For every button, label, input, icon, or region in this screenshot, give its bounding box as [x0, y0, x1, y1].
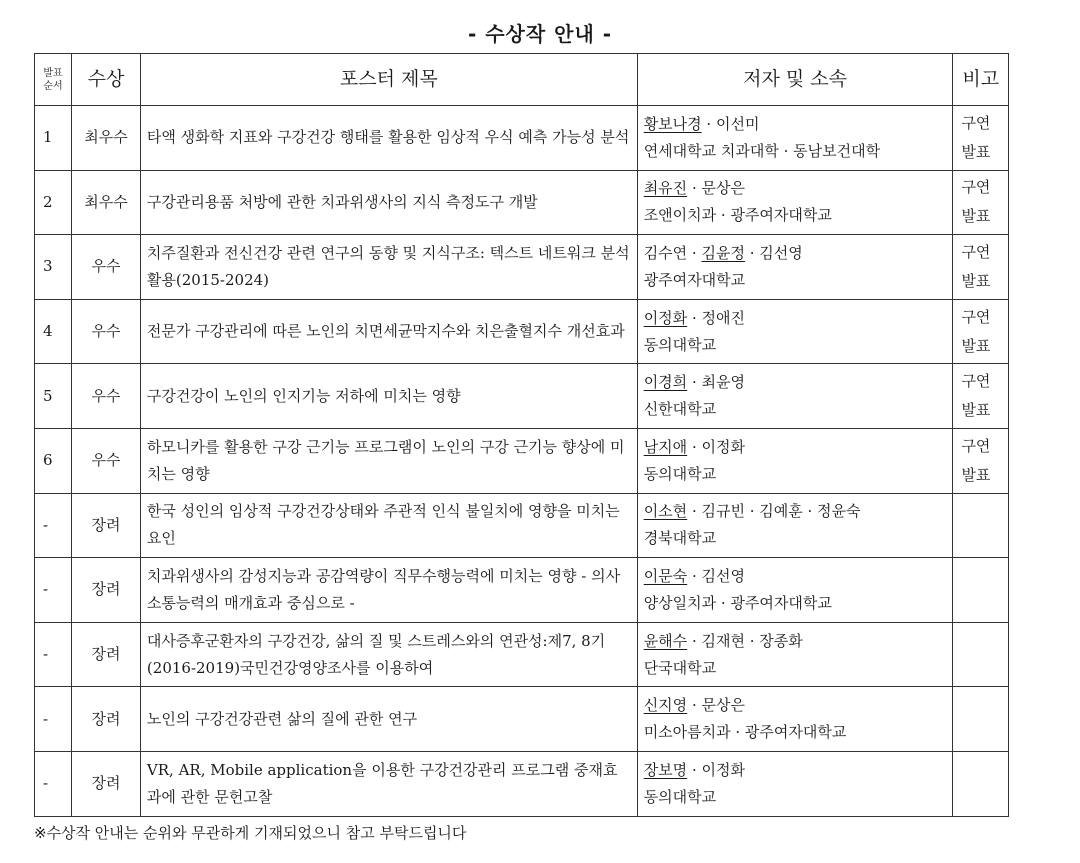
affiliation: 동의대학교 — [643, 464, 717, 483]
cell-author — [637, 558, 953, 623]
coauthors: · 최윤영 — [687, 373, 745, 392]
note-line2: 발표 — [961, 465, 991, 484]
poster-title-text: VR, AR, Mobile application을 이용한 구강건강관리 프로그램 중재효과에 관한 문헌고찰 — [146, 760, 618, 806]
author-line — [644, 563, 947, 590]
cell-order: - — [35, 622, 72, 687]
coauthors: · 이정화 — [687, 760, 745, 779]
cell-author — [637, 299, 953, 364]
header-order-line2: 순서 — [43, 80, 63, 92]
note-line2: 발표 — [961, 207, 991, 226]
cell-author — [637, 687, 953, 752]
cell-note — [953, 428, 1009, 493]
author-line — [644, 498, 947, 525]
poster-title-text: 대사증후군환자의 구강건강, 삶의 질 및 스트레스와의 연관성:제7, 8기(2016-2019)국민건강영양조사를 이용하여 — [146, 631, 606, 677]
affiliation: 신한대학교 — [643, 400, 717, 419]
author-line — [644, 240, 947, 267]
author-line — [644, 175, 947, 202]
coauthors: · 정애진 — [687, 308, 745, 327]
cell-poster-title — [140, 364, 637, 429]
table-row — [35, 493, 1009, 558]
poster-title-text: 타액 생화학 지표와 구강건강 행태를 활용한 임상적 우식 예측 가능성 분석 — [146, 128, 630, 147]
header-order-line1: 발표 — [43, 67, 63, 79]
poster-title-text: 한국 성인의 임상적 구강건강상태와 주관적 인식 불일치에 영향을 미치는 요인 — [146, 502, 620, 548]
cell-author — [637, 106, 953, 171]
coauthors: · 김선영 — [744, 243, 803, 262]
cell-order: 4 — [35, 299, 72, 364]
table-row — [35, 235, 1009, 300]
note-line1: 구연 — [961, 242, 991, 261]
cell-order: 3 — [35, 235, 72, 300]
cell-order: - — [35, 687, 72, 752]
coauthors: · 김선영 — [687, 566, 745, 585]
cell-note — [953, 170, 1009, 235]
presenter-name: 이경희 — [643, 373, 688, 392]
cell-author — [637, 622, 953, 687]
presenter-name: 최유진 — [643, 179, 688, 198]
cell-poster-title — [140, 751, 637, 816]
presenter-name: 신지영 — [643, 696, 688, 715]
cell-poster-title — [140, 493, 637, 558]
cell-author — [637, 493, 953, 558]
author-line — [644, 369, 947, 396]
cell-note — [953, 235, 1009, 300]
poster-title-text: 치과위생사의 감성지능과 공감역량이 직무수행능력에 미치는 영향 - 의사소통능력의 매개효과 중심으로 - — [146, 566, 621, 612]
note-line2: 발표 — [961, 336, 991, 355]
presenter-name: 이소현 — [643, 502, 688, 521]
table-row — [35, 751, 1009, 816]
affiliation: 조앤이치과 · 광주여자대학교 — [643, 206, 832, 225]
header-poster-title: 포스터 제목 — [140, 54, 637, 106]
cell-note — [953, 106, 1009, 171]
author-line — [644, 111, 947, 138]
note-line1: 구연 — [961, 436, 991, 455]
coauthors-before: 김수연 · — [643, 243, 702, 262]
cell-author — [637, 170, 953, 235]
note-line2: 발표 — [961, 401, 991, 420]
header-note: 비고 — [953, 54, 1009, 106]
poster-title-text: 전문가 구강관리에 따른 노인의 치면세균막지수와 치은출혈지수 개선효과 — [146, 322, 625, 341]
coauthors: · 김규빈 · 김예훈 · 정윤숙 — [687, 502, 861, 521]
table-row — [35, 428, 1009, 493]
table-body — [35, 106, 1009, 817]
page-title: - 수상작 안내 - — [467, 22, 613, 46]
author-line — [644, 757, 947, 784]
cell-author — [637, 364, 953, 429]
cell-award: 장려 — [72, 751, 141, 816]
coauthors: · 문상은 — [687, 696, 745, 715]
table-row — [35, 106, 1009, 171]
note-line1: 구연 — [961, 178, 991, 197]
presenter-name: 남지애 — [643, 437, 688, 456]
cell-poster-title — [140, 235, 637, 300]
cell-poster-title — [140, 622, 637, 687]
coauthors: · 이선미 — [701, 114, 760, 133]
affiliation: 광주여자대학교 — [643, 270, 746, 289]
coauthors: · 이정화 — [687, 437, 745, 456]
affiliation: 동의대학교 — [643, 787, 717, 806]
cell-order: 2 — [35, 170, 72, 235]
affiliation: 동의대학교 — [643, 335, 717, 354]
note-line1: 구연 — [961, 307, 991, 326]
cell-note — [953, 687, 1009, 752]
cell-order: 5 — [35, 364, 72, 429]
cell-poster-title — [140, 428, 637, 493]
author-line — [644, 305, 947, 332]
coauthors: · 문상은 — [687, 179, 745, 198]
note-line1: 구연 — [961, 372, 991, 391]
cell-award: 최우수 — [72, 170, 141, 235]
cell-award: 장려 — [72, 493, 141, 558]
cell-order: 6 — [35, 428, 72, 493]
affiliation: 양상일치과 · 광주여자대학교 — [643, 593, 832, 612]
cell-award: 장려 — [72, 687, 141, 752]
cell-note — [953, 558, 1009, 623]
cell-order: - — [35, 493, 72, 558]
note-line2: 발표 — [961, 142, 991, 161]
cell-order: - — [35, 558, 72, 623]
table-row — [35, 687, 1009, 752]
author-line — [644, 628, 947, 655]
cell-note — [953, 493, 1009, 558]
footnote: ※수상작 안내는 순위와 무관하게 기재되었으니 참고 부탁드립니다 — [34, 824, 467, 842]
table-row — [35, 558, 1009, 623]
author-line — [644, 434, 947, 461]
affiliation: 미소아름치과 · 광주여자대학교 — [643, 723, 847, 742]
cell-poster-title — [140, 299, 637, 364]
poster-title-text: 노인의 구강건강관련 삶의 질에 관한 연구 — [146, 709, 418, 728]
presenter-name: 윤해수 — [643, 631, 688, 650]
header-order — [35, 54, 72, 106]
poster-title-text: 구강건강이 노인의 인지기능 저하에 미치는 영향 — [146, 386, 461, 405]
note-line2: 발표 — [961, 271, 991, 290]
presenter-name: 김윤정 — [701, 243, 745, 262]
header-author: 저자 및 소속 — [637, 54, 953, 106]
affiliation: 경북대학교 — [643, 529, 717, 548]
header-award: 수상 — [72, 54, 141, 106]
cell-order: 1 — [35, 106, 72, 171]
author-line — [644, 692, 947, 719]
cell-note — [953, 364, 1009, 429]
presenter-name: 장보명 — [643, 760, 688, 779]
table-row — [35, 170, 1009, 235]
cell-poster-title — [140, 687, 637, 752]
table-row — [35, 299, 1009, 364]
cell-author — [637, 751, 953, 816]
cell-author — [637, 235, 953, 300]
cell-award: 최우수 — [72, 106, 141, 171]
poster-title-text: 하모니카를 활용한 구강 근기능 프로그램이 노인의 구강 근기능 향상에 미치는 영향 — [146, 437, 625, 483]
cell-order: - — [35, 751, 72, 816]
affiliation: 연세대학교 치과대학 · 동남보건대학 — [643, 141, 881, 160]
table-header-row — [35, 54, 1009, 106]
cell-award: 장려 — [72, 558, 141, 623]
cell-note — [953, 622, 1009, 687]
coauthors: · 김재현 · 장종화 — [687, 631, 803, 650]
presenter-name: 이정화 — [643, 308, 688, 327]
cell-award: 우수 — [72, 428, 141, 493]
cell-poster-title — [140, 170, 637, 235]
cell-poster-title — [140, 106, 637, 171]
cell-note — [953, 751, 1009, 816]
presenter-name: 황보나경 — [643, 114, 702, 133]
cell-award: 우수 — [72, 235, 141, 300]
cell-award: 우수 — [72, 364, 141, 429]
cell-poster-title — [140, 558, 637, 623]
cell-award: 장려 — [72, 622, 141, 687]
affiliation: 단국대학교 — [643, 658, 717, 677]
awards-table — [34, 53, 1009, 817]
poster-title-text: 구강관리용품 처방에 관한 치과위생사의 지식 측정도구 개발 — [146, 192, 538, 211]
cell-award: 우수 — [72, 299, 141, 364]
note-line1: 구연 — [961, 113, 991, 132]
cell-author — [637, 428, 953, 493]
table-row — [35, 622, 1009, 687]
table-row — [35, 364, 1009, 429]
presenter-name: 이문숙 — [643, 566, 688, 585]
cell-note — [953, 299, 1009, 364]
poster-title-text: 치주질환과 전신건강 관련 연구의 동향 및 지식구조: 텍스트 네트워크 분석 활용(2015-2024) — [146, 243, 630, 289]
